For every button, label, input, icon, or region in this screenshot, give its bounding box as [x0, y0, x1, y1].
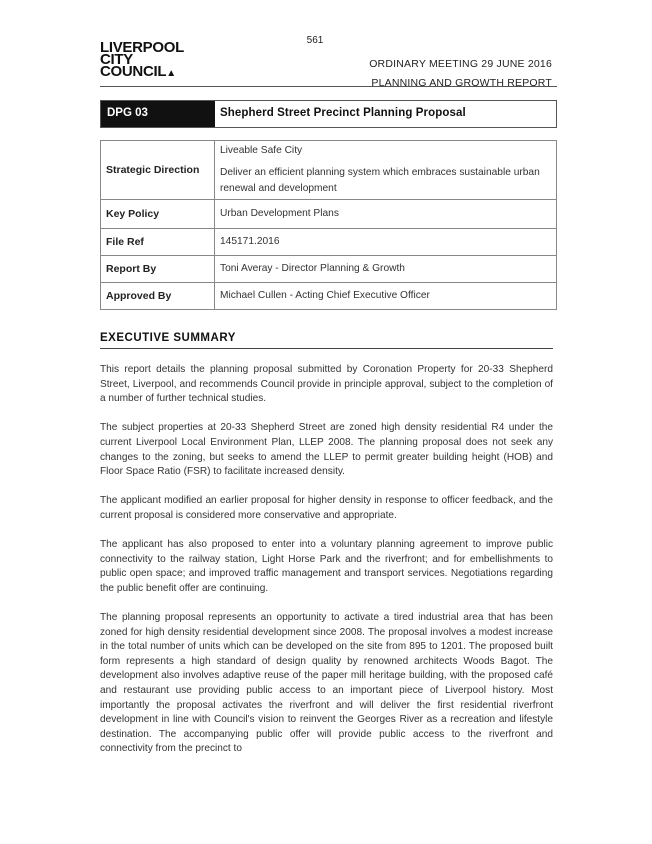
summary-paragraph: The applicant has also proposed to enter into a voluntary planning agreement to improve public connectivity to the railway station, Light Horse Park and the riverfront; and for embellishments to public open space; and improved traffic management and transport services. Negotiations regarding the public benefit offer are continuing. [100, 539, 553, 594]
table-row-key-policy [101, 200, 557, 229]
header-divider [100, 86, 557, 87]
report-metadata-table [100, 140, 557, 310]
item-code: DPG 03 [101, 101, 215, 127]
strategic-direction-value [215, 141, 557, 200]
meeting-header [369, 55, 552, 93]
file-ref-value: 145171.2016 [215, 229, 557, 256]
approved-by-label: Approved By [101, 283, 215, 310]
council-logo [100, 39, 184, 80]
summary-paragraph: This report details the planning proposal submitted by Coronation Property for 20-33 Shepherd Street, Liverpool, and recommends Council provide in principle approval, subject to the completion of a number of further technical studies. [100, 364, 553, 405]
executive-summary-heading: EXECUTIVE SUMMARY [100, 332, 553, 349]
executive-summary-body [100, 363, 553, 772]
page-number: 561 [306, 35, 324, 46]
report-by-label: Report By [101, 256, 215, 283]
table-row-file-ref [101, 229, 557, 256]
report-title: PLANNING AND GROWTH REPORT [371, 77, 552, 89]
report-by-value: Toni Averay - Director Planning & Growth [215, 256, 557, 283]
logo-line-2: CITY [100, 51, 133, 68]
summary-paragraph: The subject properties at 20-33 Shepherd Street are zoned high density residential R4 under the current Liverpool Local Environment Plan, LLEP 2008. The planning proposal does not seek any changes to the zoning, but seeks to amend the LLEP to permit greater building height (HOB) and Floor Space Ratio (FSR) to facilitate increased density. [100, 422, 553, 478]
table-row-report-by [101, 256, 557, 283]
strategic-direction-line-2: Deliver an efficient planning system which embraces sustainable urban renewal and development [220, 167, 540, 194]
logo-line-1: LIVERPOOL [100, 39, 184, 56]
strategic-direction-label: Strategic Direction [101, 141, 215, 200]
summary-paragraph: The applicant modified an earlier proposal for higher density in response to officer feedback, and the current proposal is considered more conservative and appropriate. [100, 495, 553, 521]
approved-by-value: Michael Cullen - Acting Chief Executive Officer [215, 283, 557, 310]
key-policy-value: Urban Development Plans [215, 200, 557, 229]
key-policy-label: Key Policy [101, 200, 215, 229]
meeting-title: ORDINARY MEETING 29 JUNE 2016 [369, 58, 552, 70]
logo-mark-icon: ▲ [166, 68, 176, 79]
table-row-approved-by [101, 283, 557, 310]
file-ref-label: File Ref [101, 229, 215, 256]
strategic-direction-line-1: Liveable Safe City [220, 145, 303, 156]
item-title: Shepherd Street Precinct Planning Proposal [220, 107, 466, 119]
logo-line-3-text: COUNCIL [100, 63, 167, 80]
summary-paragraph: The planning proposal represents an opportunity to activate a tired industrial area that has been zoned for high density residential development since 2008. The proposal involves a modest increase in the total number of units which can be developed on the site from 895 to 1201. The proposed built form represents a high standard of design quality by renowned architects Woods Bagot. The development also involves adaptive reuse of the paper mill heritage building, with the proposed café and restaurant use providing public access to an important piece of Liverpool history. Most importantly the proposal activates the riverfront and will deliver the first residential riverfront development in line with Council's vision to reinvent the Georges River as a recreation and lifestyle destination. The accompanying public offer will provide public access to the riverfront and connectivity from the precinct to [100, 612, 553, 755]
logo-line-3 [100, 63, 184, 80]
table-row-strategic-direction [101, 141, 557, 200]
item-title-box [100, 100, 557, 128]
